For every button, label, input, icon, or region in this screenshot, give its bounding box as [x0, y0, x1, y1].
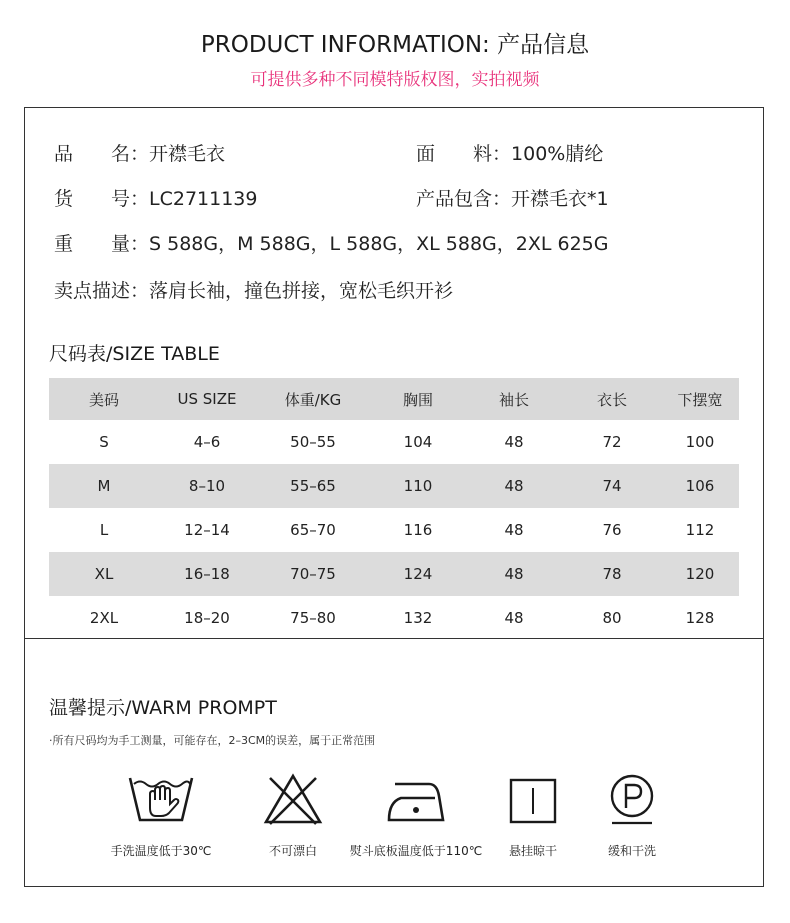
prompt-title: 温馨提示/WARM PROMPT: [49, 697, 277, 719]
no-bleach-icon: [258, 770, 328, 830]
table-cell: 100: [685, 433, 715, 451]
table-row: [49, 508, 739, 552]
info-name-value: 开襟毛衣: [149, 143, 226, 165]
care-hand-wash: [91, 770, 231, 830]
gentle-dry-clean-icon: [597, 770, 667, 830]
table-cell: 12–14: [184, 521, 230, 539]
table-cell: 120: [685, 565, 715, 583]
table-cell: M: [97, 477, 111, 495]
header-cell: 下摆宽: [677, 390, 723, 409]
info-material: [416, 139, 603, 166]
care-label-no-bleach: 不可漂白: [268, 844, 318, 858]
info-sku-value: LC2711139: [149, 188, 258, 210]
info-selling-value: 落肩长袖，撞色拼接，宽松毛织开衫: [149, 280, 454, 302]
table-cell: L: [99, 521, 109, 539]
table-cell: 116: [403, 521, 433, 539]
table-cell: 75–80: [290, 609, 336, 627]
table-cell: 8–10: [188, 477, 226, 495]
info-sku-label: 货 号：: [54, 188, 150, 210]
care-label-gentle-dry-clean: 缓和干洗: [607, 844, 657, 858]
hang-dry-icon: [498, 770, 568, 830]
table-cell: XL: [94, 565, 114, 583]
table-cell: 48: [504, 521, 524, 539]
table-row: [49, 464, 739, 508]
header-cell: 体重/KG: [284, 390, 342, 409]
info-weight-value: S 588G，M 588G，L 588G，XL 588G，2XL 625G: [149, 233, 609, 255]
table-row: [49, 420, 739, 464]
care-gentle-dry-clean: [562, 770, 702, 830]
table-cell: 124: [403, 565, 433, 583]
table-row: [49, 552, 739, 596]
table-cell: 18–20: [184, 609, 230, 627]
info-name: [54, 139, 225, 166]
table-cell: 112: [685, 521, 715, 539]
info-contents: [416, 184, 609, 211]
table-cell: 4–6: [193, 433, 221, 451]
table-cell: 48: [504, 609, 524, 627]
care-label-hand-wash: 手洗温度低于30℃: [110, 844, 212, 858]
table-cell: 128: [685, 609, 715, 627]
table-cell: 50–55: [290, 433, 336, 451]
table-cell: 48: [504, 477, 524, 495]
size-table-title: 尺码表/SIZE TABLE: [49, 343, 220, 365]
hand-wash-icon: [126, 770, 196, 830]
header-cell: 袖长: [498, 390, 529, 409]
header-cell: 衣长: [596, 390, 627, 409]
info-material-label: 面 料：: [416, 143, 512, 165]
info-weight-label: 重 量：: [54, 233, 150, 255]
header-cell: US SIZE: [177, 390, 237, 408]
info-selling: [54, 276, 453, 303]
size-table: [49, 378, 739, 640]
prompt-note: ·所有尺码均为手工测量，可能存在，2–3CM的误差，属于正常范围: [49, 734, 376, 747]
info-contents-label: 产品包含：: [416, 188, 512, 210]
table-cell: 2XL: [89, 609, 119, 627]
table-cell: 74: [602, 477, 622, 495]
size-table-header-row: [49, 378, 739, 420]
info-sku: [54, 184, 258, 211]
table-cell: 70–75: [290, 565, 336, 583]
page-title: PRODUCT INFORMATION: 产品信息: [200, 32, 590, 58]
table-cell: S: [99, 433, 109, 451]
table-cell: 48: [504, 565, 524, 583]
info-contents-value: 开襟毛衣*1: [511, 188, 609, 210]
info-name-label: 品 名：: [54, 143, 150, 165]
table-cell: 48: [504, 433, 524, 451]
table-cell: 78: [602, 565, 622, 583]
table-row: [49, 596, 739, 640]
table-cell: 106: [685, 477, 715, 495]
table-cell: 80: [602, 609, 622, 627]
page-subtitle: 可提供多种不同模特版权图，实拍视频: [250, 70, 540, 90]
header-cell: 美码: [88, 390, 119, 409]
care-label-hang-dry: 悬挂晾干: [508, 844, 558, 858]
table-cell: 110: [403, 477, 433, 495]
header-cell: 胸围: [402, 390, 433, 409]
table-cell: 132: [403, 609, 433, 627]
care-label-iron: 熨斗底板温度低于110℃: [349, 844, 483, 858]
table-cell: 65–70: [290, 521, 336, 539]
iron-icon: [381, 770, 451, 830]
table-cell: 76: [602, 521, 622, 539]
table-cell: 72: [602, 433, 622, 451]
info-selling-label: 卖点描述：: [54, 280, 150, 302]
info-weight: [54, 229, 609, 256]
table-cell: 104: [403, 433, 433, 451]
table-cell: 16–18: [184, 565, 230, 583]
info-material-value: 100%腈纶: [511, 143, 604, 165]
care-no-bleach: [223, 770, 363, 830]
table-cell: 55–65: [290, 477, 336, 495]
